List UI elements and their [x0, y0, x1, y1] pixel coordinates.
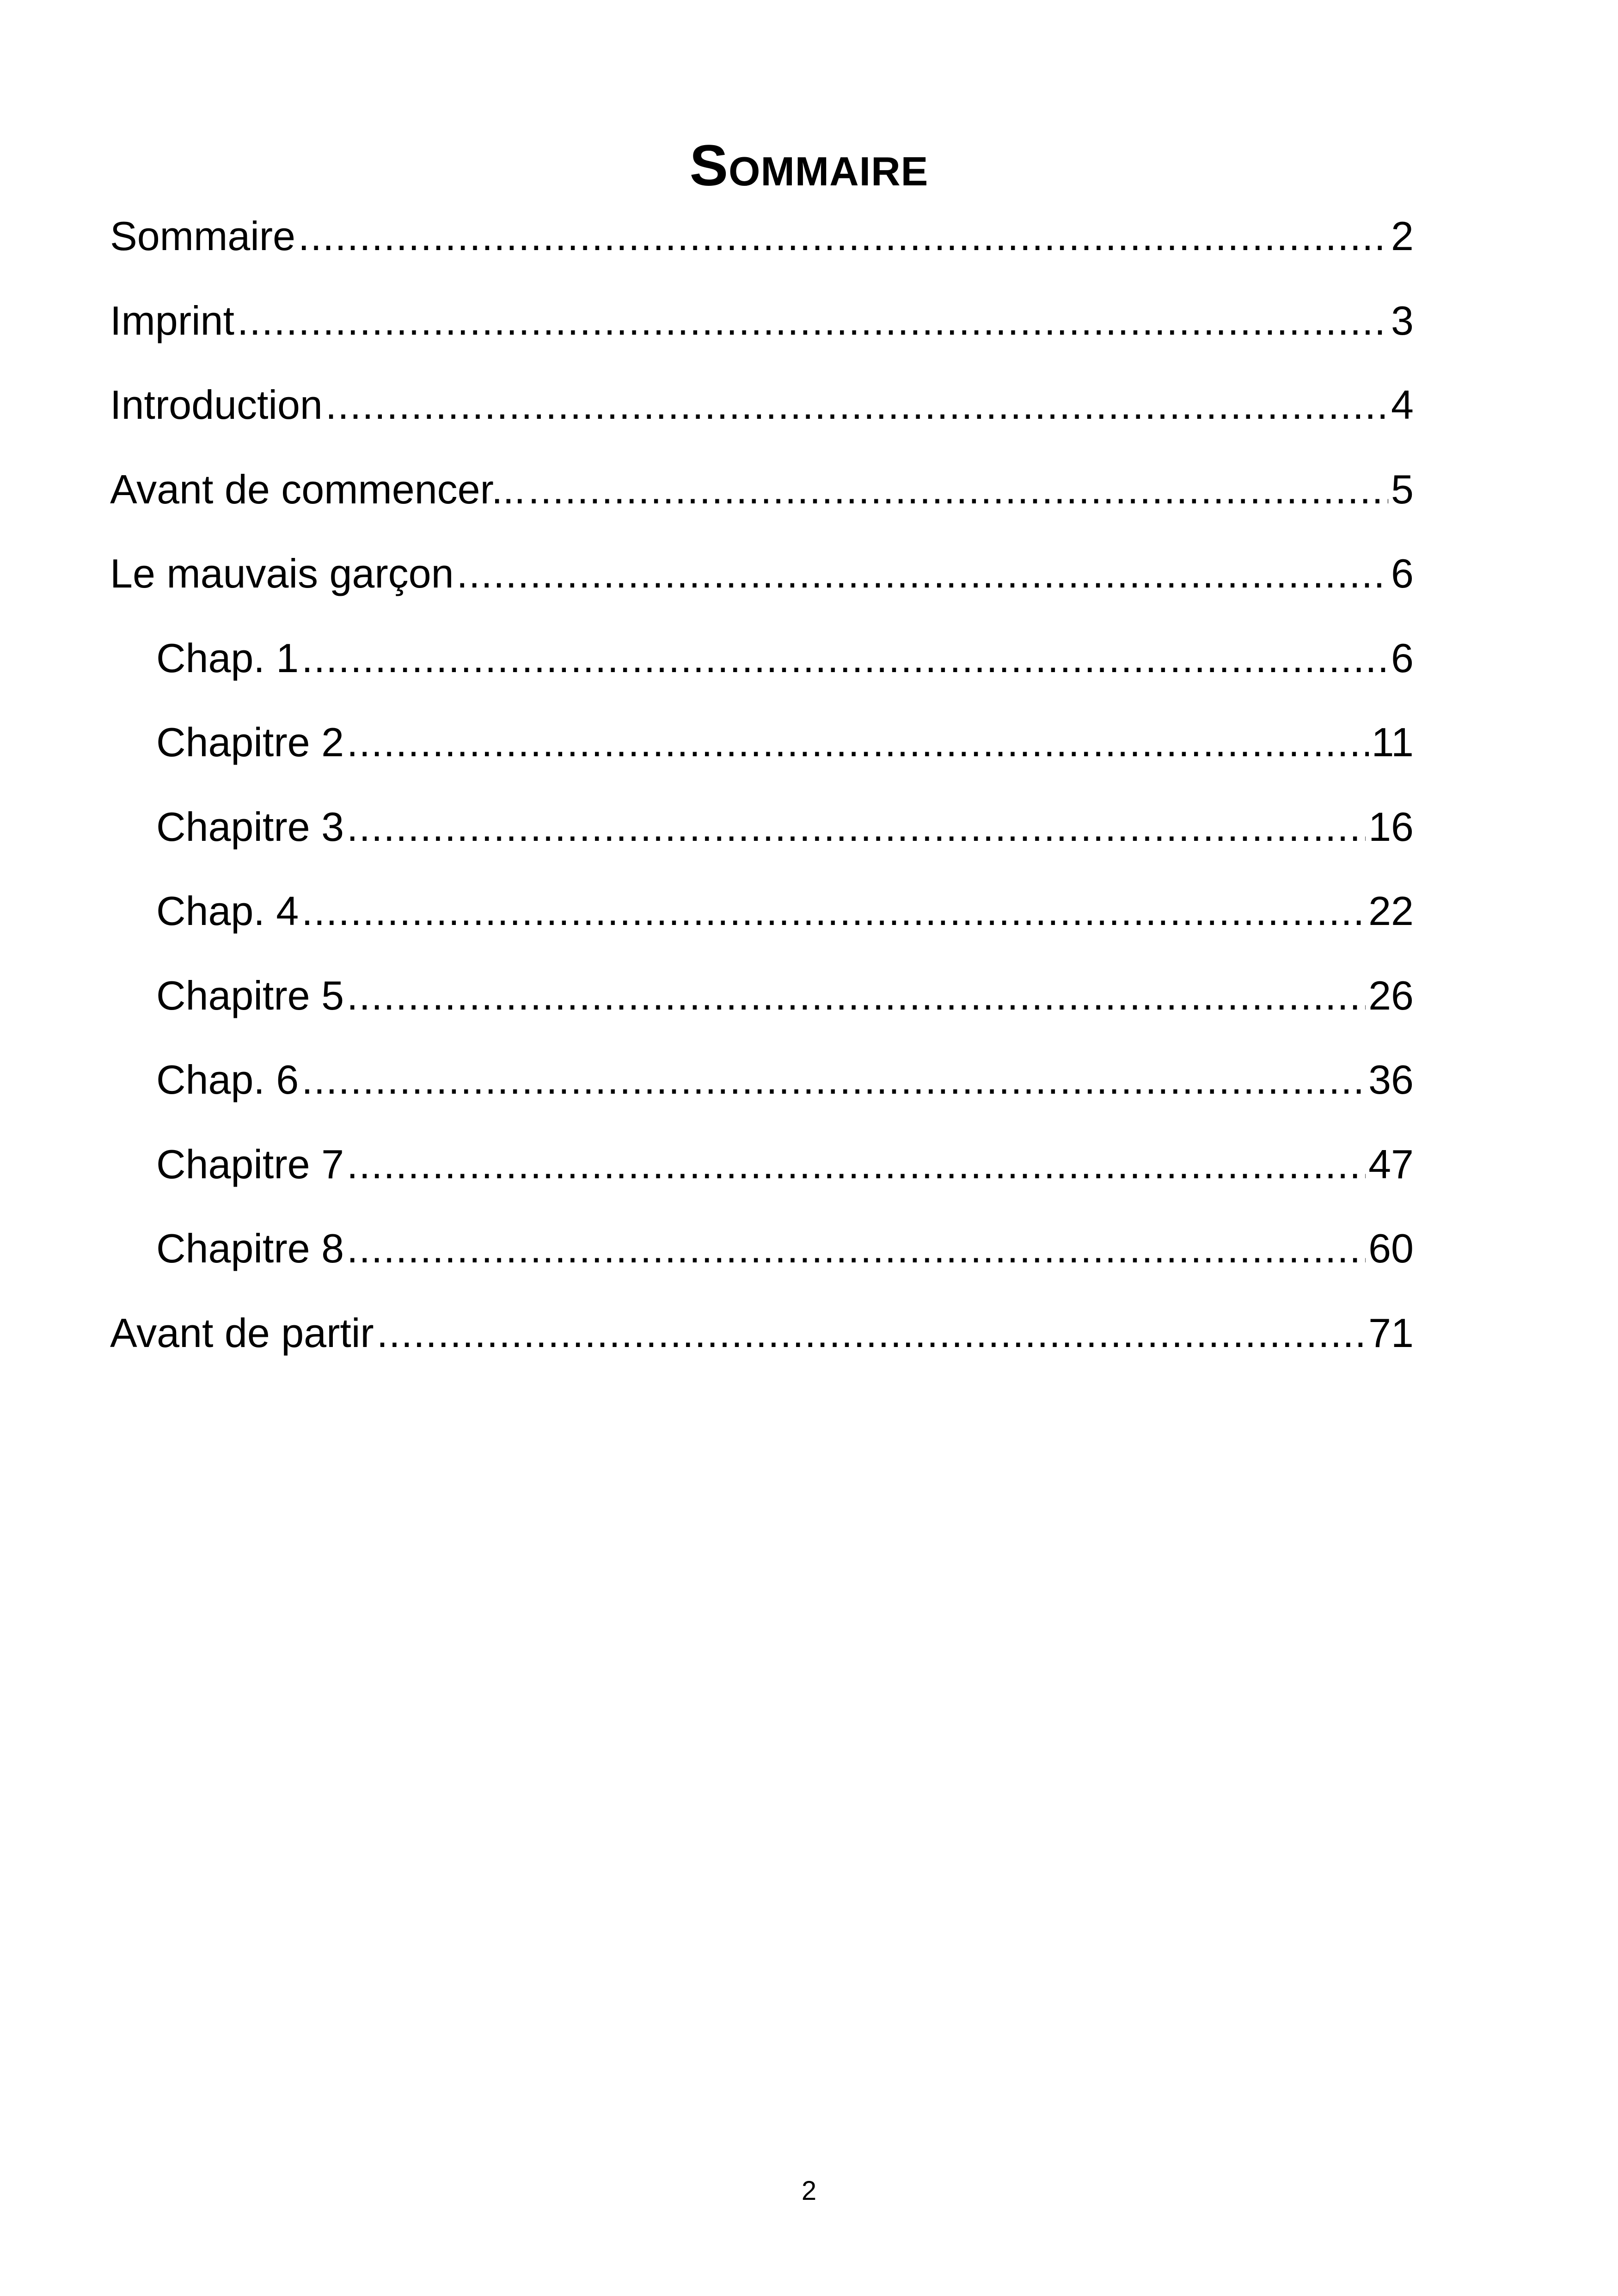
toc-entry-label: Imprint: [110, 297, 234, 343]
toc-entry-sommaire[interactable]: [110, 194, 1414, 279]
toc-entry-page: 11: [1371, 719, 1414, 765]
toc-entry-label: Chap. 6: [156, 1057, 299, 1102]
toc-entry-page: 26: [1368, 972, 1414, 1018]
toc-dot-leader: [347, 954, 1366, 1038]
toc-dot-leader: [347, 785, 1366, 869]
toc-entry-label: Chapitre 2: [156, 719, 344, 765]
toc-entry-chapitre-5[interactable]: [110, 954, 1414, 1038]
toc-entry-chapitre-3[interactable]: [110, 785, 1414, 869]
toc-entry-page: 71: [1368, 1310, 1414, 1356]
toc-dot-leader: [325, 363, 1388, 447]
toc-dot-leader: [298, 194, 1388, 279]
toc-entry-chap-6[interactable]: [110, 1038, 1414, 1122]
toc-entry-label: Chapitre 3: [156, 803, 344, 850]
toc-dot-leader: [347, 700, 1369, 785]
toc-dot-leader: [301, 1038, 1366, 1122]
toc-entry-page: 16: [1368, 803, 1414, 850]
toc-entry-introduction[interactable]: [110, 363, 1414, 447]
toc-entry-label: Chapitre 7: [156, 1141, 344, 1187]
toc-entry-label: Introduction: [110, 382, 323, 428]
toc-entry-imprint[interactable]: [110, 279, 1414, 363]
toc-entry-page: 4: [1391, 382, 1414, 428]
table-of-contents: [110, 194, 1414, 1375]
toc-entry-label: Avant de partir: [110, 1310, 374, 1356]
toc-dot-leader: [347, 1122, 1366, 1207]
toc-entry-page: 6: [1391, 635, 1414, 681]
page-title: Sommaire: [689, 133, 929, 198]
toc-entry-page: 5: [1391, 466, 1414, 512]
toc-entry-page: 47: [1368, 1141, 1414, 1187]
toc-entry-avant-de-commencer[interactable]: [110, 447, 1414, 532]
page-number: 2: [801, 2176, 817, 2206]
toc-dot-leader: [377, 1291, 1366, 1376]
toc-entry-le-mauvais-garcon[interactable]: [110, 532, 1414, 616]
toc-entry-label: Chapitre 8: [156, 1225, 344, 1271]
toc-entry-page: 22: [1368, 888, 1414, 934]
toc-entry-label: Le mauvais garçon: [110, 551, 454, 596]
toc-dot-leader: [301, 616, 1388, 701]
toc-entry-chapitre-8[interactable]: [110, 1206, 1414, 1291]
toc-entry-page: 3: [1391, 297, 1414, 343]
toc-entry-chapitre-7[interactable]: [110, 1122, 1414, 1207]
toc-entry-label: Chap. 1: [156, 635, 299, 681]
toc-entry-label: Chapitre 5: [156, 972, 344, 1018]
toc-entry-label: Sommaire: [110, 213, 295, 259]
toc-entry-chap-4[interactable]: [110, 869, 1414, 954]
toc-entry-page: 6: [1391, 551, 1414, 596]
toc-dot-leader: [457, 532, 1389, 616]
toc-dot-leader: [347, 1206, 1366, 1291]
toc-entry-avant-de-partir[interactable]: [110, 1291, 1414, 1376]
toc-entry-chapitre-2[interactable]: [110, 700, 1414, 785]
toc-dot-leader: [528, 447, 1388, 532]
toc-entry-label: Avant de commencer...: [110, 466, 526, 512]
toc-dot-leader: [301, 869, 1366, 954]
toc-entry-page: 60: [1368, 1225, 1414, 1271]
toc-entry-page: 36: [1368, 1057, 1414, 1102]
toc-dot-leader: [237, 279, 1388, 363]
toc-entry-chap-1[interactable]: [110, 616, 1414, 701]
toc-entry-label: Chap. 4: [156, 888, 299, 934]
toc-entry-page: 2: [1391, 213, 1414, 259]
